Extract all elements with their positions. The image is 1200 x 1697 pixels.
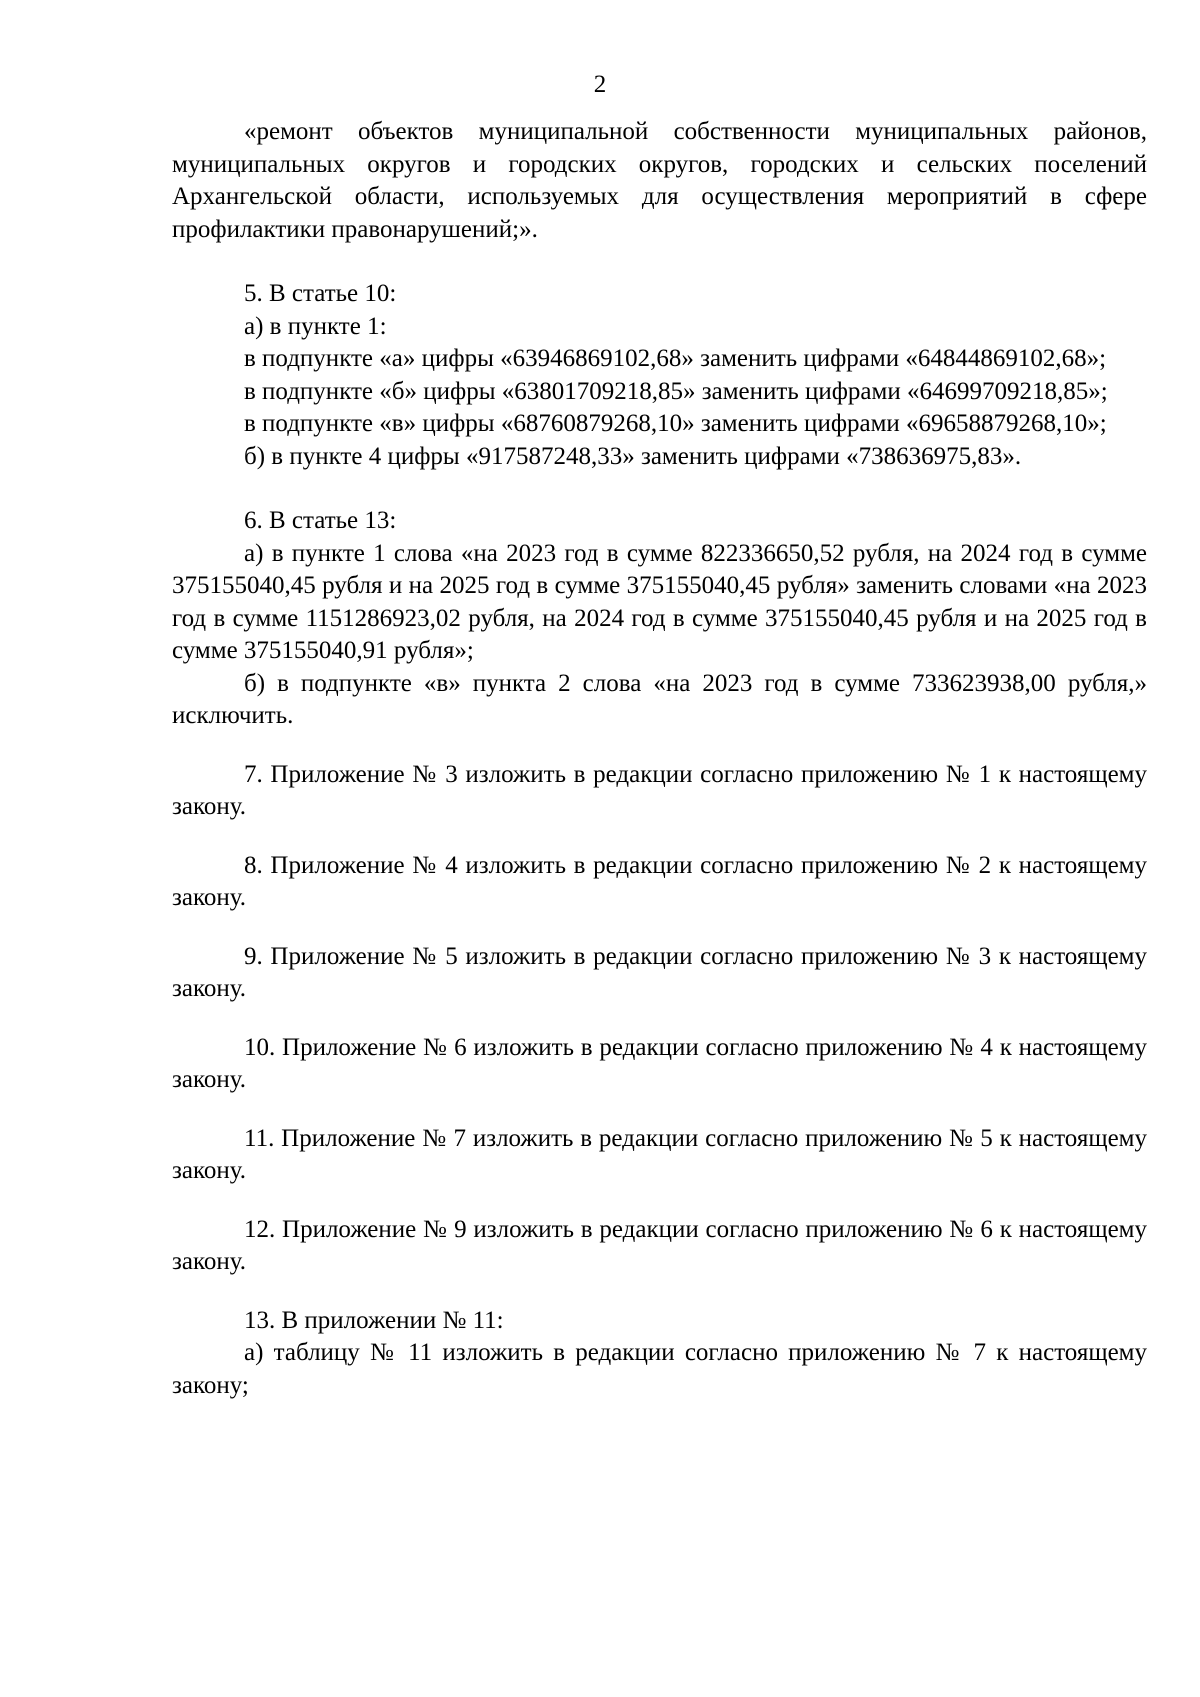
quote-paragraph: «ремонт объектов муниципальной собственности муниципальных районов, муниципальных округов и городских округов, городских и сельских поселений Архангельской области, используемых для осуществления мероприятий в сфере профилактики правонарушений;». [172, 118, 1147, 243]
item-5-heading: 5. В статье 10: [244, 280, 397, 307]
item-12: 12. Приложение № 9 изложить в редакции согласно приложению № 6 к настоящему закону. [172, 1215, 1147, 1275]
item-6 [172, 505, 1147, 733]
item-7: 7. Приложение № 3 изложить в редакции согласно приложению № 1 к настоящему закону. [172, 760, 1147, 820]
item-10: 10. Приложение № 6 изложить в редакции согласно приложению № 4 к настоящему закону. [172, 1033, 1147, 1093]
item-13-heading: 13. В приложении № 11: [244, 1306, 504, 1334]
page-number: 2 [593, 71, 607, 98]
item-13-a: а) таблицу № 11 изложить в редакции согласно приложению № 7 к настоящему закону; [172, 1339, 1147, 1399]
item-5-b: б) в пункте 4 цифры «917587248,33» заменить цифрами «738636975,83». [244, 442, 1022, 470]
item-5-sub-b: в подпункте «б» цифры «63801709218,85» заменить цифрами «64699709218,85»; [244, 377, 1108, 405]
item-6-heading: 6. В статье 13: [244, 507, 397, 534]
item-6-a: а) в пункте 1 слова «на 2023 год в сумме 822336650,52 рубля, на 2024 год в сумме 375155040,45 рубля и на 2025 год в сумме 375155040,45 рубля» заменить словами «на 2023 год в сумме 1151286923,02 рубля, на 2024 год в сумме 375155040,45 рубля и на 2025 год в сумме 375155040,91 рубля»; [172, 539, 1147, 664]
item-5 [172, 278, 1147, 473]
item-9: 9. Приложение № 5 изложить в редакции согласно приложению № 3 к настоящему закону. [172, 942, 1147, 1002]
item-5-sub-v: в подпункте «в» цифры «68760879268,10» заменить цифрами «69658879268,10»; [244, 410, 1107, 437]
item-13 [172, 1305, 1147, 1403]
document-body [172, 116, 1147, 1402]
item-5-a-intro: а) в пункте 1: [244, 312, 387, 340]
item-5-sub-a: в подпункте «а» цифры «63946869102,68» заменить цифрами «64844869102,68»; [244, 345, 1107, 372]
item-8: 8. Приложение № 4 изложить в редакции согласно приложению № 2 к настоящему закону. [172, 851, 1147, 911]
item-6-b: б) в подпункте «в» пункта 2 слова «на 2023 год в сумме 733623938,00 рубля,» исключить. [172, 669, 1147, 729]
item-11: 11. Приложение № 7 изложить в редакции согласно приложению № 5 к настоящему закону. [172, 1124, 1147, 1184]
